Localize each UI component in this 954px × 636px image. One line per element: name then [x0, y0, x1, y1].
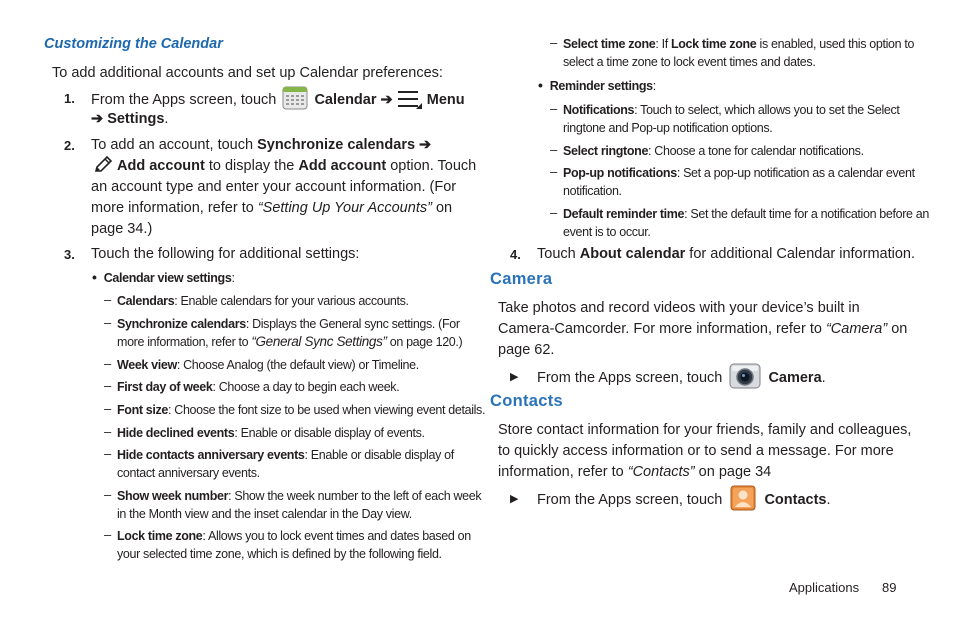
list-item-line2: your selected time zone, which is defined by the following field.	[117, 547, 442, 561]
list-item-label: Default reminder time	[563, 207, 685, 221]
list-item-text: : Displays the General sync settings. (For	[245, 317, 460, 331]
list-dash: –	[104, 378, 112, 393]
list-item-text: : Choose a day to begin each week.	[212, 380, 400, 394]
calendar-label: Calendar	[314, 91, 377, 108]
arrow: ➔	[91, 111, 104, 127]
list-item-label: Pop-up notifications	[563, 166, 677, 180]
list-item-text: : Set a pop-up notification as a calendar event	[676, 166, 915, 180]
camera-paragraph-line1: Take photos and record videos with your device’s built in	[498, 300, 860, 316]
step1-text: From the Apps screen, touch	[91, 91, 277, 108]
contacts-paragraph-line2: to quickly access information or to send a message. For more	[498, 443, 894, 459]
arrow-bullet: ▶	[510, 493, 519, 505]
list-item-label: First day of week	[117, 380, 213, 394]
list-item	[117, 424, 425, 443]
step3-text: Touch the following for additional settings:	[91, 246, 360, 262]
sync-calendars-label: Synchronize calendars ➔	[257, 137, 432, 153]
section-title: Customizing the Calendar	[44, 36, 223, 52]
list-item-text: : Enable or disable display of	[304, 448, 454, 462]
list-item-label: Notifications	[563, 103, 635, 117]
list-item	[563, 101, 900, 120]
list-item-text: : Touch to select, which allows you to set the Select	[634, 103, 900, 117]
list-dash: –	[104, 487, 112, 502]
list-item-line2: event is to occur.	[563, 225, 651, 239]
list-item-line2: in the Month view and the inset calendar in the Day view.	[117, 507, 412, 521]
contacts-heading: Contacts	[490, 392, 563, 410]
list-item-label: Synchronize calendars	[117, 317, 246, 331]
camera-icon	[729, 363, 761, 389]
list-item	[117, 527, 471, 546]
list-item-line2: notification.	[563, 184, 622, 198]
list-item-label: Select ringtone	[563, 144, 649, 158]
step2-line3: an account type and enter your account information. (For	[91, 179, 457, 195]
camera-step: From the Apps screen, touch Camera.	[537, 365, 826, 391]
footer-section: Applications	[789, 580, 860, 595]
list-item-text: : Choose a tone for calendar notifications.	[648, 144, 864, 158]
list-item-label: Show week number	[117, 489, 229, 503]
step-number: 3.	[64, 247, 75, 262]
list-dash: –	[104, 446, 112, 461]
list-item	[117, 356, 419, 375]
list-item	[117, 315, 460, 334]
arrow-bullet: ▶	[510, 371, 519, 383]
list-item-line2: contact anniversary events.	[117, 466, 260, 480]
bullet-calendar-view: • Calendar view settings:	[92, 269, 235, 285]
step2-line1: To add an account, touch Synchronize calendars ➔	[91, 137, 432, 153]
list-item	[117, 487, 481, 506]
menu-label: Menu	[426, 91, 465, 108]
step2-line5: page 34.)	[91, 221, 153, 237]
add-account-label: Add account	[117, 158, 205, 174]
step4-text: Touch About calendar for additional Calendar information.	[537, 246, 915, 262]
camera-paragraph-line2: Camera-Camcorder. For more information, refer to “Camera” on	[498, 321, 908, 337]
list-item-label: Calendars	[117, 294, 175, 308]
list-item	[117, 292, 409, 311]
list-item-text: : Enable or disable display of events.	[234, 426, 425, 440]
list-dash: –	[104, 315, 112, 330]
menu-icon	[397, 88, 423, 110]
list-dash: –	[104, 356, 112, 371]
step1-line2: ➔ Settings.	[91, 111, 169, 127]
list-dash: –	[104, 292, 112, 307]
contacts-icon	[730, 485, 756, 511]
step2-line4: more information, refer to “Setting Up Your Accounts” on	[91, 200, 453, 216]
list-dash: –	[550, 205, 558, 220]
list-item-label: Font size	[117, 403, 169, 417]
list-item-label: Hide declined events	[117, 426, 235, 440]
list-dash: –	[104, 424, 112, 439]
list-item-text: : Enable calendars for your various accounts.	[174, 294, 409, 308]
list-item-label: Lock time zone	[117, 529, 203, 543]
list-dash: –	[550, 142, 558, 157]
list-item-text: : Set the default time for a notification before an	[684, 207, 929, 221]
step2-line2: Add account to display the Add account option. Touch	[93, 156, 476, 177]
camera-heading: Camera	[490, 270, 553, 288]
cross-reference: “Setting Up Your Accounts”	[257, 200, 432, 216]
list-item	[563, 164, 915, 183]
list-item	[563, 205, 929, 224]
list-item: Select time zone: If Lock time zone is enabled, used this option to	[563, 37, 915, 51]
list-dash: –	[550, 101, 558, 116]
bullet-reminder-settings: • Reminder settings:	[538, 77, 656, 93]
list-item-text: : Allows you to lock event times and dates based on	[202, 529, 471, 543]
pencil-icon	[93, 155, 113, 175]
list-item-text: : Choose the font size to be used when viewing event details.	[168, 403, 486, 417]
arrow: ➔	[380, 91, 393, 108]
contacts-paragraph-line3: information, refer to “Contacts” on page 34	[498, 464, 772, 480]
list-item-line2: more information, refer to “General Sync Settings” on page 120.)	[117, 334, 463, 349]
list-item-text: : Show the week number to the left of each week	[228, 489, 482, 503]
contacts-label: Contacts	[764, 491, 827, 508]
list-item	[117, 446, 454, 465]
camera-label: Camera	[768, 369, 822, 386]
page-number: 89	[882, 580, 897, 595]
list-dash: –	[104, 401, 112, 416]
list-item-line2: ringtone and Pop-up notification options.	[563, 121, 773, 135]
camera-paragraph-line3: page 62.	[498, 342, 555, 358]
step-number: 4.	[510, 247, 521, 262]
settings-label: Settings	[107, 111, 165, 127]
list-item	[117, 378, 399, 397]
list-item-text: : Choose Analog (the default view) or Timeline.	[176, 358, 419, 372]
calendar-icon	[282, 86, 308, 110]
contacts-step: From the Apps screen, touch Contacts.	[537, 487, 831, 513]
list-item	[563, 142, 864, 161]
cross-reference: “General Sync Settings”	[251, 334, 387, 349]
intro-text: To add additional accounts and set up Calendar preferences:	[52, 65, 443, 81]
contacts-paragraph-line1: Store contact information for your friends, family and colleagues,	[498, 422, 912, 438]
list-item-label: Week view	[117, 358, 177, 372]
list-dash: –	[550, 164, 558, 179]
list-dash: –	[104, 527, 112, 542]
step-number: 1.	[64, 91, 75, 106]
list-item-label: Hide contacts anniversary events	[117, 448, 305, 462]
list-item	[117, 401, 485, 420]
step-number: 2.	[64, 138, 75, 153]
